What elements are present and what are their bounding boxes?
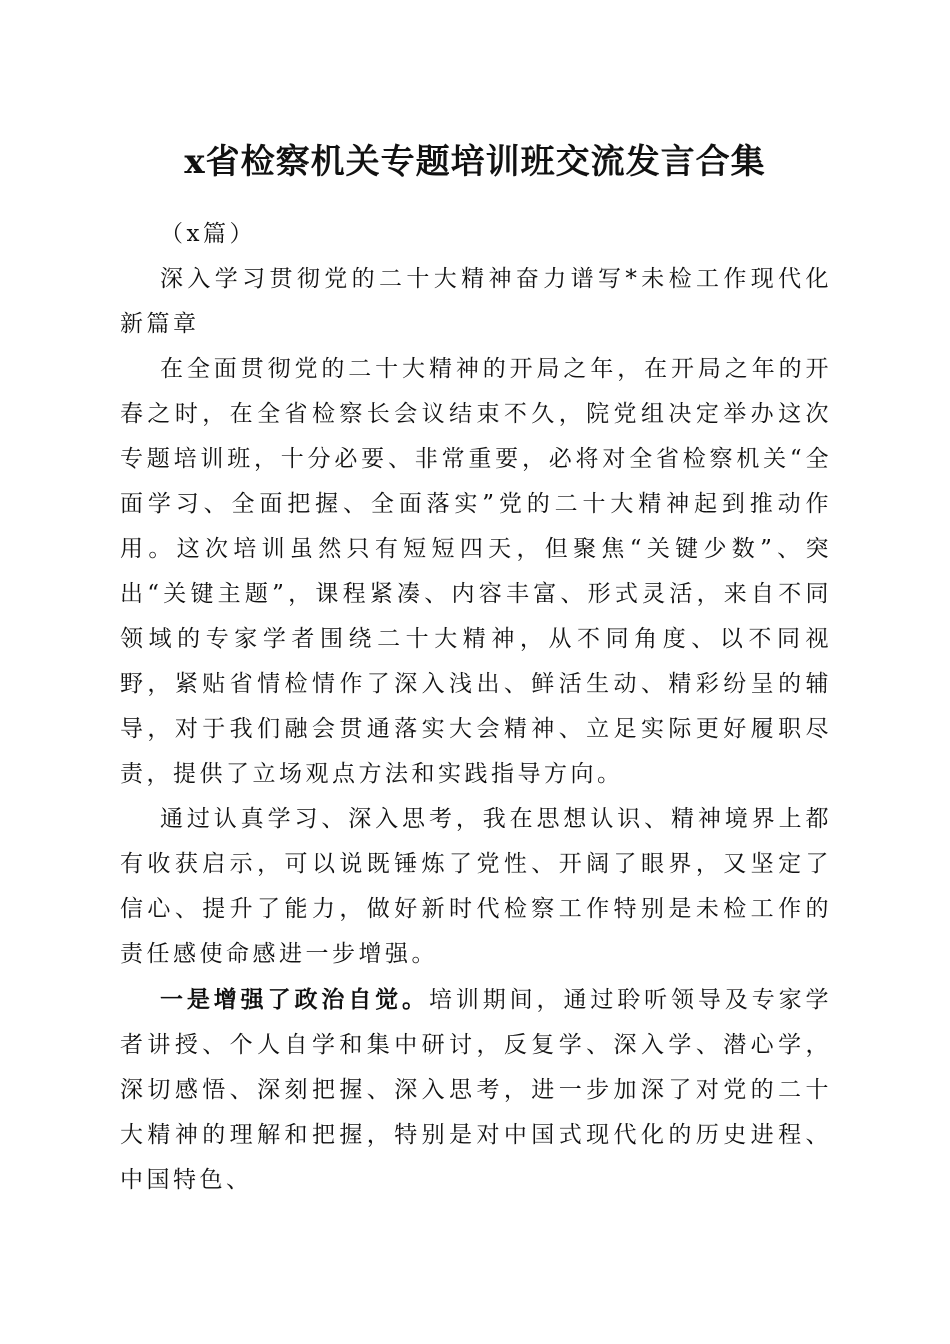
paragraph-count-note <box>120 212 832 257</box>
paragraph-text: 培训期间，通过聆听领导及专家学者讲授、个人自学和集中研讨，反复学、深入学、潜心学，深切感悟、深刻把握、深入思考，进一步加深了对党的二十大精神的理解和把握，特别是对中国式现代化的历史进程、中国特色、 <box>120 987 833 1193</box>
document-title: x省检察机关专题培训班交流发言合集 <box>184 142 766 182</box>
paragraph-text: 在全面贯彻党的二十大精神的开局之年，在开局之年的开春之时，在全省检察长会议结束不久，院党组决定举办这次专题培训班，十分必要、非常重要，必将对全省检察机关“全面学习、全面把握、全面落实”党的二十大精神起到推动作用。这次培训虽然只有短短四天，但聚焦“关键少数”、突出“关键主题”，课程紧凑、内容丰富、形式灵活，来自不同领域的专家学者围绕二十大精神，从不同角度、以不同视野，紧贴省情检情作了深入浅出、鲜活生动、精彩纷呈的辅导，对于我们融会贯通落实大会精神、立足实际更好履职尽责，提供了立场观点方法和实践指导方向。 <box>120 356 832 787</box>
paragraph-subtitle <box>120 257 832 347</box>
paragraph <box>120 977 832 1203</box>
paragraph <box>120 797 832 977</box>
paragraph-text: 深入学习贯彻党的二十大精神奋力谱写*未检工作现代化新篇章 <box>120 266 832 337</box>
document-body <box>120 212 832 1203</box>
paragraph-text: 通过认真学习、深入思考，我在思想认识、精神境界上都有收获启示，可以说既锤炼了党性、开阔了眼界，又坚定了信心、提升了能力，做好新时代检察工作特别是未检工作的责任感使命感进一步增强。 <box>120 806 832 967</box>
paragraph <box>120 347 832 797</box>
paragraph-lead: 一是增强了政治自觉。 <box>160 986 429 1013</box>
paragraph-text: （x篇） <box>160 221 256 247</box>
